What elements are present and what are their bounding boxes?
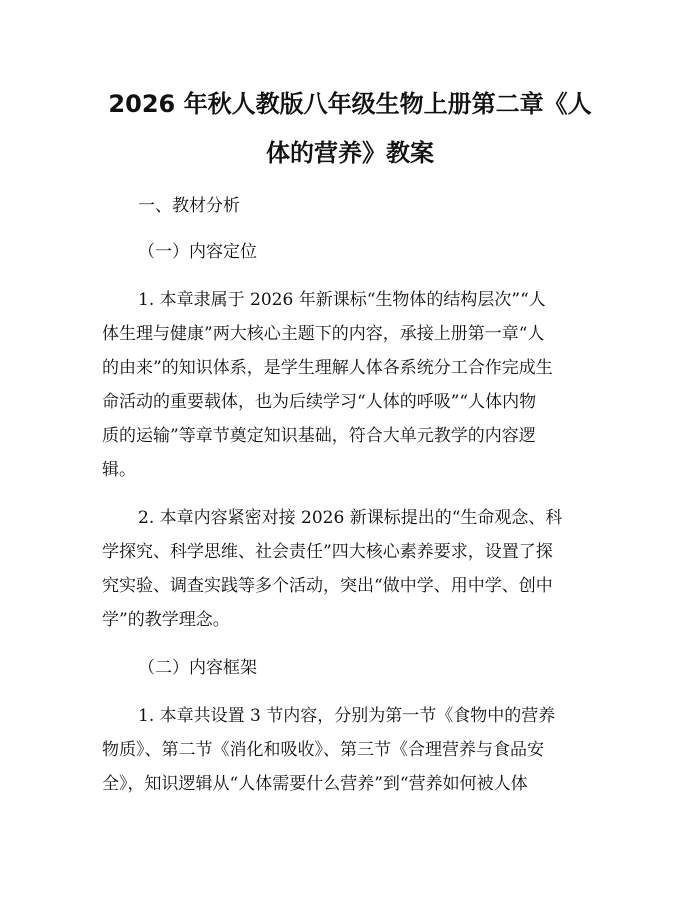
subsection-heading-content-positioning: （一）内容定位 — [138, 242, 257, 262]
paragraph-2-line-4: 学”的教学理念。 — [102, 610, 230, 630]
document-title-line-1: 2026 年秋人教版八年级生物上册第二章《人 — [108, 90, 592, 118]
paragraph-2-line-2: 学探究、科学思维、社会责任”四大核心素养要求，设置了探 — [102, 542, 553, 562]
paragraph-1-line-2: 体生理与健康”两大核心主题下的内容，承接上册第一章“人 — [102, 324, 545, 344]
paragraph-3-line-1: 1. 本章共设置 3 节内容，分别为第一节《食物中的营养 — [138, 706, 556, 726]
paragraph-1-line-1: 1. 本章隶属于 2026 年新课标“生物体的结构层次”“人 — [138, 290, 546, 310]
paragraph-1-line-3: 的由来”的知识体系，是学生理解人体各系统分工合作完成生 — [102, 358, 553, 378]
paragraph-3-line-3: 全》，知识逻辑从“人体需要什么营养”到“营养如何被人体 — [102, 774, 528, 794]
paragraph-2-line-1: 2. 本章内容紧密对接 2026 新课标提出的“生命观念、科 — [138, 508, 563, 528]
paragraph-2-line-3: 究实验、调查实践等多个活动，突出“做中学、用中学、创中 — [102, 576, 553, 596]
paragraph-1-line-6: 辑。 — [102, 460, 136, 480]
paragraph-3-line-2: 物质》、第二节《消化和吸收》、第三节《合理营养与食品安 — [102, 740, 544, 760]
subsection-heading-content-framework: （二）内容框架 — [138, 658, 257, 678]
paragraph-1-line-4: 命活动的重要载体，也为后续学习“人体的呼吸”“人体内物 — [102, 392, 537, 412]
document-title-line-2: 体的营养》教案 — [266, 139, 434, 167]
section-heading-textbook-analysis: 一、教材分析 — [138, 196, 240, 216]
paragraph-1-line-5: 质的运输”等章节奠定知识基础，符合大单元教学的内容逻 — [102, 426, 536, 446]
